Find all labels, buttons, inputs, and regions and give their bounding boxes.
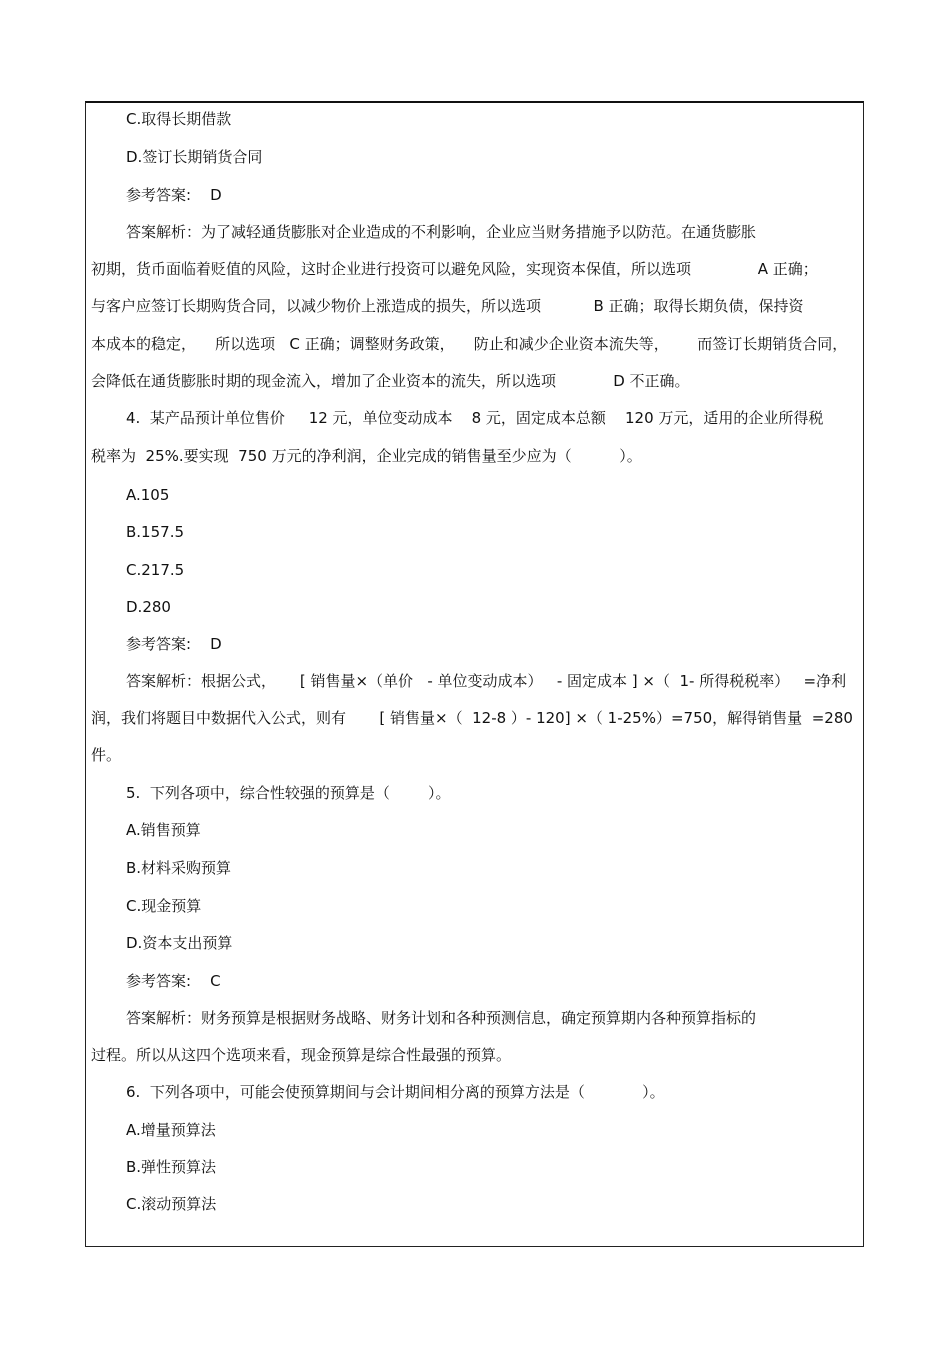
- analysis-line: 答案解析：财务预算是根据财务战略、财务计划和各种预测信息，确定预算期内各种预算指标的: [126, 1009, 757, 1027]
- analysis-line: 与客户应签订长期购货合同，以减少物价上涨造成的损失，所以选项 B 正确；取得长期负债，保持资: [91, 297, 804, 315]
- option-line: D.资本支出预算: [126, 934, 233, 952]
- question-line: 税率为 25%.要实现 750 万元的净利润，企业完成的销售量至少应为（ ）。: [91, 447, 642, 465]
- reference-answer: 参考答案: D: [126, 186, 222, 204]
- option-line: A.增量预算法: [126, 1121, 216, 1139]
- option-line: C.滚动预算法: [126, 1195, 217, 1213]
- analysis-line: 初期，货币面临着贬值的风险，这时企业进行投资可以避免风险，实现资本保值，所以选项 A 正确；: [91, 260, 818, 278]
- analysis-line: 会降低在通货膨胀时期的现金流入，增加了企业资本的流失，所以选项 D 不正确。: [91, 372, 690, 390]
- reference-answer: 参考答案: C: [126, 972, 221, 990]
- option-line: C.217.5: [126, 561, 185, 579]
- option-line: B.弹性预算法: [126, 1158, 217, 1176]
- option-line: A.105: [126, 486, 170, 504]
- option-line: D.签订长期销货合同: [126, 148, 263, 166]
- analysis-line: 答案解析：根据公式， [ 销售量×（单价 - 单位变动成本） - 固定成本 ] ×（ 1- 所得税税率） =净利: [126, 672, 847, 690]
- analysis-line: 润，我们将题目中数据代入公式，则有 [ 销售量×（ 12-8 ）- 120] ×（ 1-25%）=750，解得销售量 =280: [91, 709, 853, 727]
- option-line: B.材料采购预算: [126, 859, 232, 877]
- option-line: C.现金预算: [126, 897, 202, 915]
- analysis-line: 本成本的稳定， 所以选项 C 正确；调整财务政策， 防止和减少企业资本流失等， 而签订长期销货合同，: [91, 335, 848, 353]
- question-line: 6. 下列各项中，可能会使预算期间与会计期间相分离的预算方法是（ ）。: [126, 1083, 665, 1101]
- option-line: B.157.5: [126, 523, 185, 541]
- question-line: 4. 某产品预计单位售价 12 元，单位变动成本 8 元，固定成本总额 120 万元，适用的企业所得税: [126, 409, 824, 427]
- option-line: D.280: [126, 598, 171, 616]
- analysis-line: 过程。所以从这四个选项来看，现金预算是综合性最强的预算。: [91, 1046, 512, 1064]
- reference-answer: 参考答案: D: [126, 635, 222, 653]
- option-line: C.取得长期借款: [126, 110, 232, 128]
- question-line: 5. 下列各项中，综合性较强的预算是（ ）。: [126, 784, 451, 802]
- analysis-line: 件。: [91, 746, 122, 764]
- analysis-line: 答案解析：为了减轻通货膨胀对企业造成的不利影响，企业应当财务措施予以防范。在通货膨胀: [126, 223, 757, 241]
- option-line: A.销售预算: [126, 821, 201, 839]
